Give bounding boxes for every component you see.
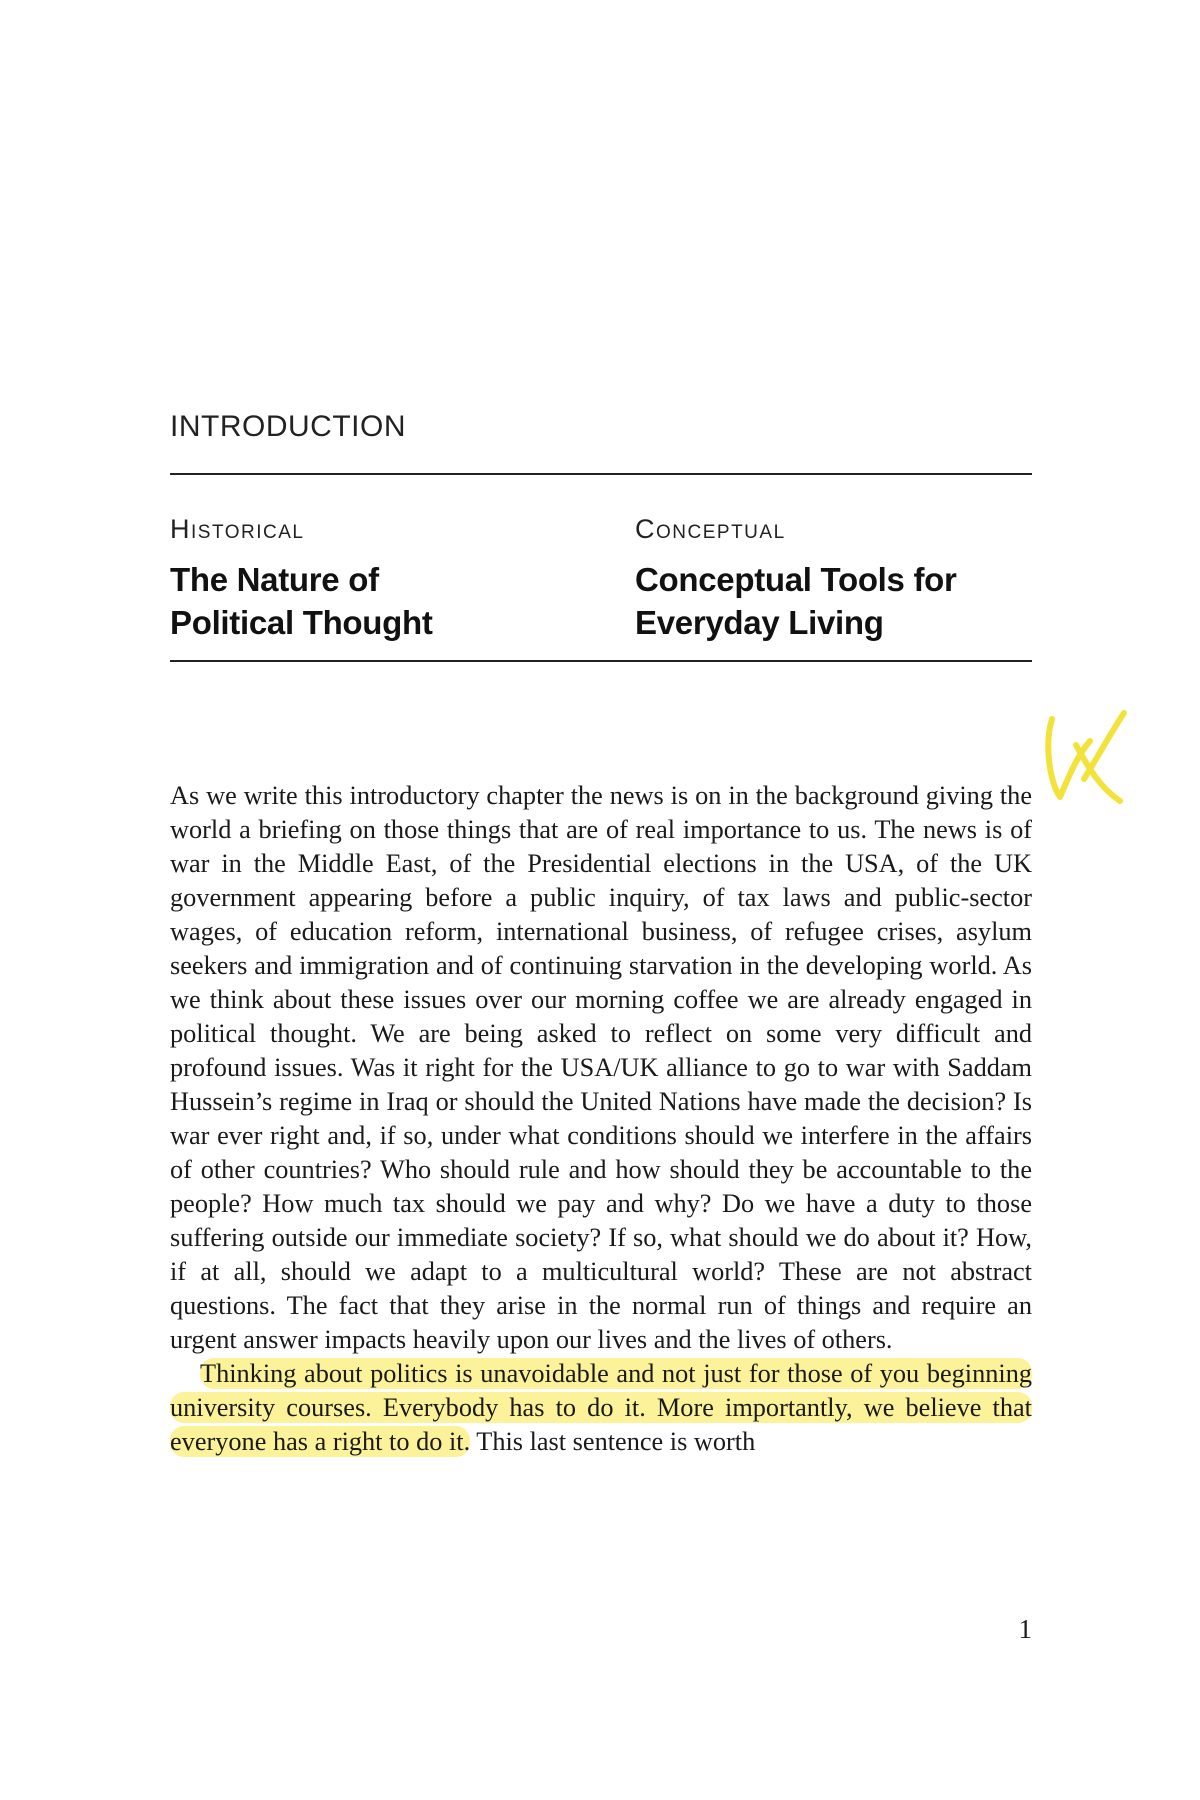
page-number: 1 — [1018, 1614, 1032, 1644]
highlighted-text: Thinking about politics is unavoidable and not just for those of you beginning university courses. Everybody has to do it. More importantly, we believe that everyone has a right to do it. — [170, 1359, 1032, 1456]
column-historical — [170, 512, 590, 644]
header-rule-bottom — [170, 660, 1032, 662]
body-text — [170, 779, 1032, 1459]
column-kicker: Conceptual — [635, 514, 786, 544]
chapter-label: INTRODUCTION — [170, 410, 406, 443]
paragraph-continuation: This last sentence is worth — [470, 1427, 756, 1456]
annotation-scribble-icon — [1040, 705, 1130, 815]
column-kicker: Historical — [170, 514, 305, 544]
paragraph: As we write this introductory chapter the news is on in the background giving the world a briefing on those things that are of real importance to us. The news is of war in the Middle East, of the Presidential elections in the USA, of the UK government appearing before a public inquiry, of tax laws and public-sector wages, of education reform, international business, of refugee crises, asylum seekers and immigration and of continuing starvation in the developing world. As we think about these issues over our morning coffee we are already engaged in political thought. We are being asked to reflect on some very difficult and profound issues. Was it right for the USA/UK alliance to go to war with Saddam Hussein’s regime in Iraq or should the United Nations have made the decision? Is war ever right and, if so, under what conditions should we interfere in the affairs of other countries? Who should rule and how should they be accountable to the people? How much tax should we pay and why? Do we have a duty to those suffering outside our immediate society? If so, what should we do about it? How, if at all, should we adapt to a multicultural world? These are not abstract questions. The fact that they arise in the normal run of things and require an urgent answer impacts heavily upon our lives and the lives of others. — [170, 781, 1032, 1354]
paragraph — [170, 1357, 1032, 1459]
header-rule-top — [170, 473, 1032, 475]
column-title: Conceptual Tools for Everyday Living — [635, 561, 957, 641]
column-title: The Nature of Political Thought — [170, 561, 433, 641]
column-conceptual — [635, 512, 1055, 644]
